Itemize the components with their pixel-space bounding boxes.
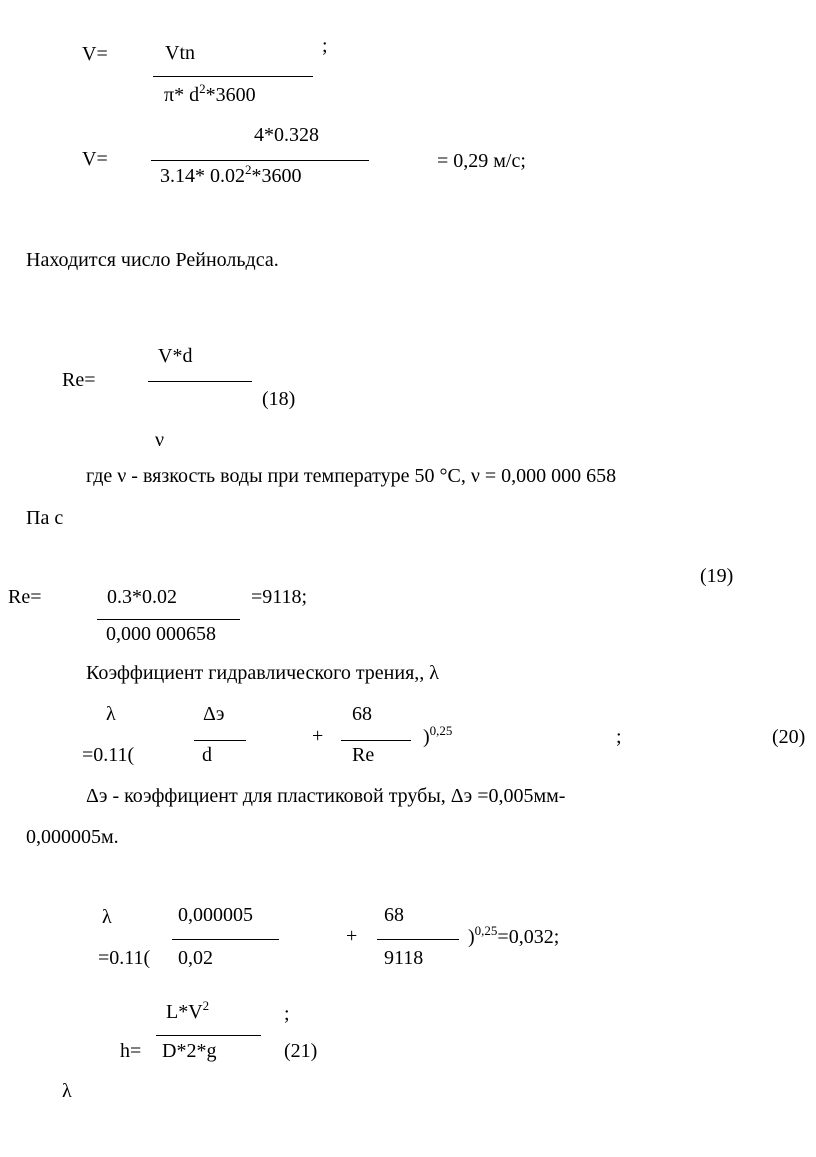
h-lhs: h= (120, 1040, 142, 1062)
lambda-num-frac2-bar (377, 939, 459, 940)
v-fraction-bar (153, 76, 313, 77)
lambda-num-frac1-bar (172, 939, 279, 940)
friction-intro-text: Коэффициент гидравлического трения,, λ (86, 662, 439, 684)
re-num-equation-number: (19) (700, 565, 734, 587)
re-num-fraction-bar (97, 619, 240, 620)
v-numerator: Vtn (165, 42, 195, 64)
v-denominator: π* $d^2*3600$ (164, 81, 256, 106)
lambda-num-plus: + (346, 925, 358, 947)
re-num-result: =9118; (251, 586, 308, 608)
viscosity-text-line2: Па с (26, 507, 64, 529)
re-equation-number: (18) (262, 388, 296, 410)
lambda-num-frac1-denominator: 0,02 (178, 947, 213, 969)
lambda-symbol: λ (106, 703, 116, 725)
re-num-numerator: 0.3*0.02 (107, 586, 177, 608)
lambda-frac2-numerator: 68 (352, 703, 372, 725)
lambda-semicolon: ; (616, 726, 622, 748)
re-lhs: Re= (62, 369, 96, 391)
h-fraction-bar (156, 1035, 261, 1036)
lambda-frac2-bar (341, 740, 411, 741)
h-semicolon: ; (284, 1003, 290, 1025)
v-lhs: V= (82, 43, 108, 65)
lambda-num-symbol: λ (102, 906, 112, 928)
reynolds-intro-text: Находится число Рейнольдса. (26, 249, 279, 271)
re-numerator: V*d (158, 345, 193, 367)
lambda-num-close-result: )$^{0,25}$=0,032; (468, 923, 560, 948)
lambda-frac2-denominator: Re (352, 744, 375, 766)
lambda-num-frac1-numerator: 0,000005 (178, 904, 253, 926)
lambda-close: )$^{0,25}$ (423, 723, 453, 748)
re-num-lhs: Re= (8, 586, 42, 608)
lambda-equation-number: (20) (772, 726, 806, 748)
h-equation-number: (21) (284, 1040, 318, 1062)
v-num-result: = 0,29 м/с; (437, 150, 526, 172)
lambda-coef: =0.11( (82, 744, 135, 766)
v-num-lhs: V= (82, 148, 108, 170)
lambda-frac1-denominator: d (202, 744, 212, 766)
lambda-plus: + (312, 725, 324, 747)
lambda-num-frac2-denominator: 9118 (384, 947, 424, 969)
re-denominator: ν (155, 429, 165, 451)
v-semicolon: ; (322, 35, 328, 57)
h-numerator: $L*V^2$ (166, 998, 210, 1023)
viscosity-text-line1: где ν - вязкость воды при температуре 50 °С, ν = 0,000 000 658 (86, 465, 617, 487)
delta-text-line1: Δэ - коэффициент для пластиковой трубы, Δэ =0,005мм- (86, 785, 566, 807)
lambda-frac1-bar (194, 740, 246, 741)
h-lambda-symbol: λ (62, 1080, 72, 1102)
re-num-denominator: 0,000 000658 (106, 623, 216, 645)
h-denominator: D*2*g (162, 1040, 217, 1062)
v-num-numerator: 4*0.328 (254, 124, 319, 146)
delta-text-line2: 0,000005м. (26, 826, 119, 848)
re-fraction-bar (148, 381, 252, 382)
lambda-num-frac2-numerator: 68 (384, 904, 404, 926)
v-num-fraction-bar (151, 160, 369, 161)
v-num-denominator: 3.14* 0.02$^2$*3600 (160, 162, 302, 187)
lambda-frac1-numerator: Δэ (203, 703, 225, 725)
lambda-num-coef: =0.11( (98, 947, 151, 969)
